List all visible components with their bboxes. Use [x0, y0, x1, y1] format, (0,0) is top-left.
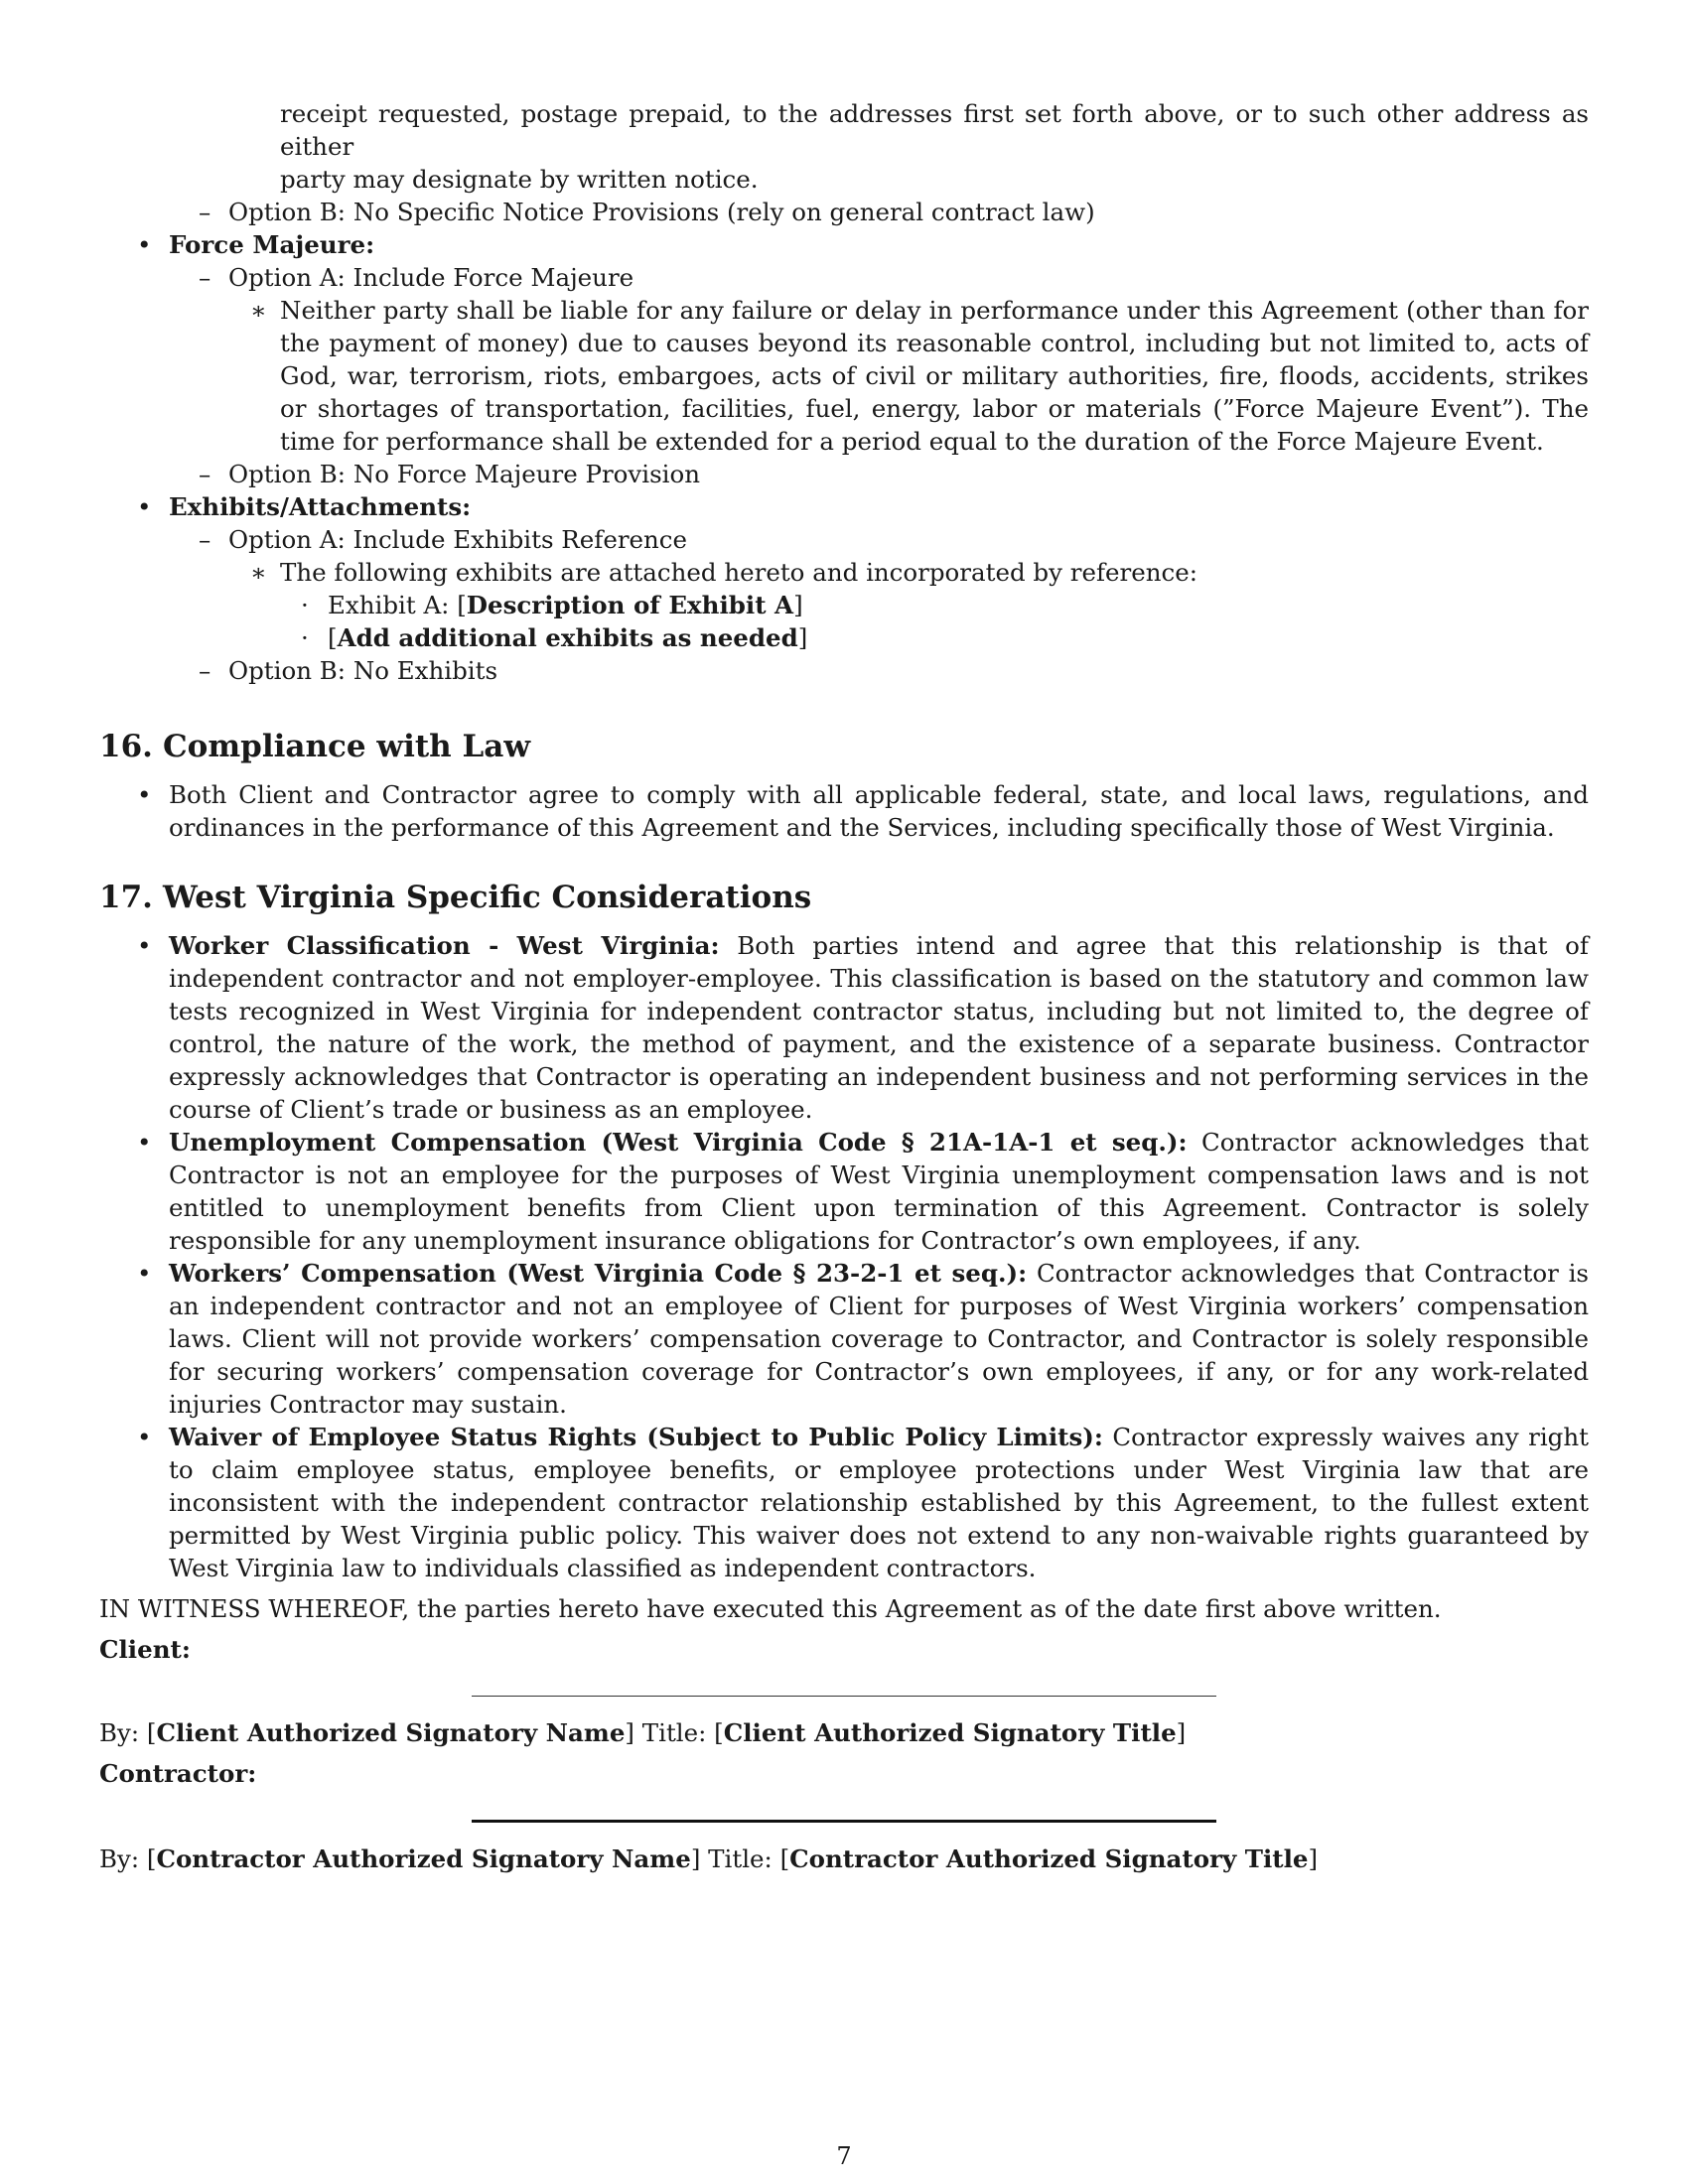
asterisk-marker: ∗: [250, 558, 267, 587]
force-majeure-clause-text: Neither party shall be liable for any failure or delay in performance under this Agreement (other than for the payment of money) due to causes beyond its reasonable control, including but not limited to, acts of God, war, terrorism, riots, embargoes, acts of civil or military authorities, fire, floods, accidents, strikes or shortages of transportation, facilities, fuel, energy, labor or materials (”Force Majeure Event”). The time for performance shall be extended for a period equal to the duration of the Force Majeure Event.: [280, 296, 1589, 456]
additional-exhibits-text: [Add additional exhibits as needed]: [328, 623, 808, 652]
dot-marker: ·: [301, 591, 309, 619]
dash-marker: –: [199, 656, 211, 685]
section-16-bullet: [99, 778, 1589, 844]
contractor-label: Contractor:: [99, 1759, 257, 1788]
force-majeure-option-b-text: Option B: No Force Majeure Provision: [228, 460, 701, 488]
notice-option-b-text: Option B: No Specific Notice Provisions (rely on general contract law): [228, 198, 1095, 226]
section-16-bullet-text: Both Client and Contractor agree to comply with all applicable federal, state, and local laws, regulations, and ordinances in the performance of this Agreement and the Services, including specifically those of West Virginia.: [169, 780, 1589, 842]
section-16-heading: [99, 727, 1589, 766]
bullet-marker: •: [137, 1128, 152, 1157]
witness-statement: IN WITNESS WHEREOF, the parties hereto have executed this Agreement as of the date first above written.: [99, 1594, 1442, 1623]
section-16-number: 16.: [99, 729, 153, 764]
force-majeure-clause: [99, 294, 1589, 458]
client-signatory: By: [Client Authorized Signatory Name] Title: [Client Authorized Signatory Title]: [99, 1718, 1187, 1747]
wv-item-workers-comp: [99, 1257, 1589, 1421]
contractor-signatory-title: Contractor Authorized Signatory Title: [789, 1844, 1309, 1873]
exhibits-option-b-text: Option B: No Exhibits: [228, 656, 498, 685]
wv-item-text: Workers’ Compensation (West Virginia Code § 23-2-1 et seq.): Contractor acknowledges that Contractor is an independent contractor and not an employee of Client for purposes of West Virginia workers’ compensation laws. Client will not provide workers’ compensation coverage to Contractor, and Contractor is solely responsible for securing workers’ compensation coverage for Contractor’s own employees, if any, or for any work-related injuries Contractor may sustain.: [169, 1259, 1589, 1419]
contractor-signature-line[interactable]: [472, 1820, 1216, 1823]
force-majeure-option-a-text: Option A: Include Force Majeure: [228, 263, 634, 292]
bullet-marker: •: [137, 230, 152, 259]
section-16-title: Compliance with Law: [163, 729, 531, 764]
bullet-marker: •: [137, 1259, 152, 1288]
contractor-signatory-name: Contractor Authorized Signatory Name: [156, 1844, 691, 1873]
force-majeure-option-a: [99, 261, 1589, 294]
page-number: 7: [836, 2142, 852, 2170]
dash-marker: –: [199, 525, 211, 554]
client-signatory-title: Client Authorized Signatory Title: [723, 1718, 1177, 1747]
document-page: [99, 97, 1589, 1875]
exhibits-item: [99, 490, 1589, 523]
wv-item-worker-classification: [99, 929, 1589, 1126]
exhibits-option-b: [99, 654, 1589, 687]
force-majeure-heading: Force Majeure:: [169, 230, 375, 259]
notice-line-2: party may designate by written notice.: [280, 165, 759, 194]
wv-item-label: Unemployment Compensation (West Virginia Code § 21A-1A-1 et seq.):: [169, 1128, 1188, 1157]
exhibits-option-a-text: Option A: Include Exhibits Reference: [228, 525, 688, 554]
exhibit-a-item: [99, 589, 1589, 621]
dash-marker: –: [199, 460, 211, 488]
wv-item-label: Waiver of Employee Status Rights (Subject to Public Policy Limits):: [169, 1423, 1103, 1451]
additional-exhibits-item: [99, 621, 1589, 654]
exhibit-a-description: Description of Exhibit A: [466, 591, 794, 619]
wv-item-text: Worker Classification - West Virginia: Both parties intend and agree that this relationship is that of independent contractor and not employer-employee. This classification is based on the statutory and common law tests recognized in West Virginia for independent contractor status, including but not limited to, the degree of control, the nature of the work, the method of payment, and the existence of a separate business. Contractor expressly acknowledges that Contractor is operating an independent business and not performing services in the course of Client’s trade or business as an employee.: [169, 931, 1589, 1124]
section-17-title: West Virginia Specific Considerations: [163, 880, 812, 915]
section-17-number: 17.: [99, 880, 153, 915]
asterisk-marker: ∗: [250, 296, 267, 325]
bullet-marker: •: [137, 780, 152, 809]
contractor-signatory: By: [Contractor Authorized Signatory Name] Title: [Contractor Authorized Signatory Title]: [99, 1844, 1319, 1873]
notice-clause-continuation: [99, 97, 1589, 196]
exhibits-heading: Exhibits/Attachments:: [169, 492, 472, 521]
wv-item-label: Worker Classification - West Virginia:: [169, 931, 720, 960]
wv-item-label: Workers’ Compensation (West Virginia Code § 23-2-1 et seq.):: [169, 1259, 1028, 1288]
notice-option-b: [99, 196, 1589, 228]
bullet-marker: •: [137, 931, 152, 960]
dot-marker: ·: [301, 623, 309, 652]
client-label: Client:: [99, 1635, 191, 1664]
bullet-marker: •: [137, 492, 152, 521]
bullet-marker: •: [137, 1423, 152, 1451]
wv-item-waiver: [99, 1421, 1589, 1584]
exhibits-intro: [99, 556, 1589, 589]
force-majeure-item: [99, 228, 1589, 261]
exhibits-option-a: [99, 523, 1589, 556]
wv-item-text: Unemployment Compensation (West Virginia Code § 21A-1A-1 et seq.): Contractor acknowledges that Contractor is not an employee for the purposes of West Virginia unemployment compensation laws and is not entitled to unemployment benefits from Client upon termination of this Agreement. Contractor is solely responsible for any unemployment insurance obligations for Contractor’s own employees, if any.: [169, 1128, 1589, 1255]
client-signatory-name: Client Authorized Signatory Name: [156, 1718, 626, 1747]
wv-item-unemployment: [99, 1126, 1589, 1257]
dash-marker: –: [199, 263, 211, 292]
client-signature-line[interactable]: [472, 1696, 1216, 1697]
dash-marker: –: [199, 198, 211, 226]
force-majeure-option-b: [99, 458, 1589, 490]
wv-item-text: Waiver of Employee Status Rights (Subject to Public Policy Limits): Contractor expressly waives any right to claim employee status, employee benefits, or employee protections under West Virginia law that are inconsistent with the independent contractor relationship established by this Agreement, to the fullest extent permitted by West Virginia public policy. This waiver does not extend to any non-waivable rights guaranteed by West Virginia law to individuals classified as independent contractors.: [169, 1423, 1589, 1582]
notice-line-1: receipt requested, postage prepaid, to the addresses first set forth above, or to such other address as either: [280, 99, 1589, 161]
section-17-heading: [99, 878, 1589, 917]
additional-exhibits-placeholder: Add additional exhibits as needed: [337, 623, 798, 652]
exhibit-a-text: Exhibit A: [Description of Exhibit A]: [328, 591, 803, 619]
exhibits-intro-text: The following exhibits are attached hereto and incorporated by reference:: [280, 558, 1197, 587]
